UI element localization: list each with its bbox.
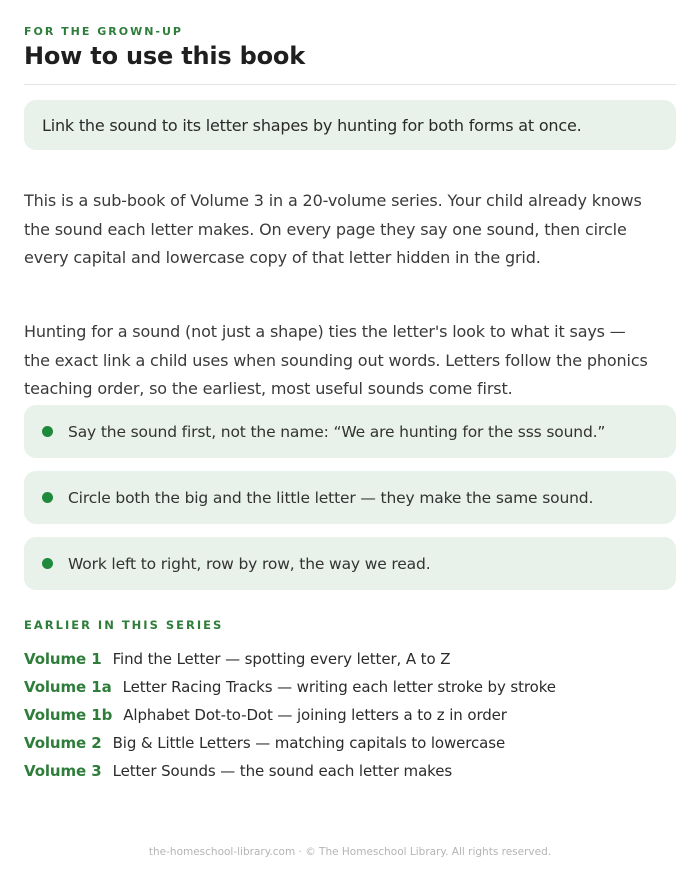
volume-description: Letter Sounds — the sound each letter makes [112, 762, 453, 780]
volume-description: Big & Little Letters — matching capitals to lowercase [112, 734, 506, 752]
series-item [24, 757, 556, 785]
tip-text: Say the sound first, not the name: “We are hunting for the sss sound.” [68, 422, 606, 441]
bullet-dot-icon [42, 426, 53, 437]
intro-paragraph: This is a sub-book of Volume 3 in a 20-volume series. Your child already knows the sound each letter makes. On every page they say one sound, then circle every capital and lowercase copy of that letter hidden in the grid. [24, 191, 642, 267]
volume-label: Volume 3 [24, 762, 102, 780]
series-list [24, 645, 556, 785]
series-item [24, 645, 556, 673]
page-title: How to use this book [24, 42, 305, 70]
volume-description: Alphabet Dot-to-Dot — joining letters a to z in order [123, 706, 507, 724]
bullet-dot-icon [42, 558, 53, 569]
tip-card [24, 405, 676, 458]
series-heading: EARLIER IN THIS SERIES [24, 618, 224, 632]
series-item [24, 701, 556, 729]
tip-text: Work left to right, row by row, the way we read. [68, 554, 431, 573]
tip-card [24, 471, 676, 524]
bullet-dot-icon [42, 492, 53, 503]
series-item [24, 729, 556, 757]
tip-card [24, 537, 676, 590]
volume-label: Volume 1a [24, 678, 112, 696]
volume-label: Volume 1 [24, 650, 102, 668]
volume-description: Find the Letter — spotting every letter, A to Z [112, 650, 451, 668]
section-eyebrow: FOR THE GROWN-UP [24, 25, 183, 38]
volume-label: Volume 1b [24, 706, 113, 724]
page-footer: the-homeschool-library.com · © The Homeschool Library. All rights reserved. [148, 846, 552, 858]
series-item [24, 673, 556, 701]
tip-text: Circle both the big and the little letter — they make the same sound. [68, 488, 594, 507]
header-divider [24, 84, 676, 85]
volume-description: Letter Racing Tracks — writing each letter stroke by stroke [122, 678, 556, 696]
key-idea-callout: Link the sound to its letter shapes by hunting for both forms at once. [24, 100, 676, 150]
rationale-paragraph: Hunting for a sound (not just a shape) ties the letter's look to what it says — the exact link a child uses when sounding out words. Letters follow the phonics teaching order, so the earliest, most useful sounds come first. [24, 322, 648, 398]
volume-label: Volume 2 [24, 734, 102, 752]
